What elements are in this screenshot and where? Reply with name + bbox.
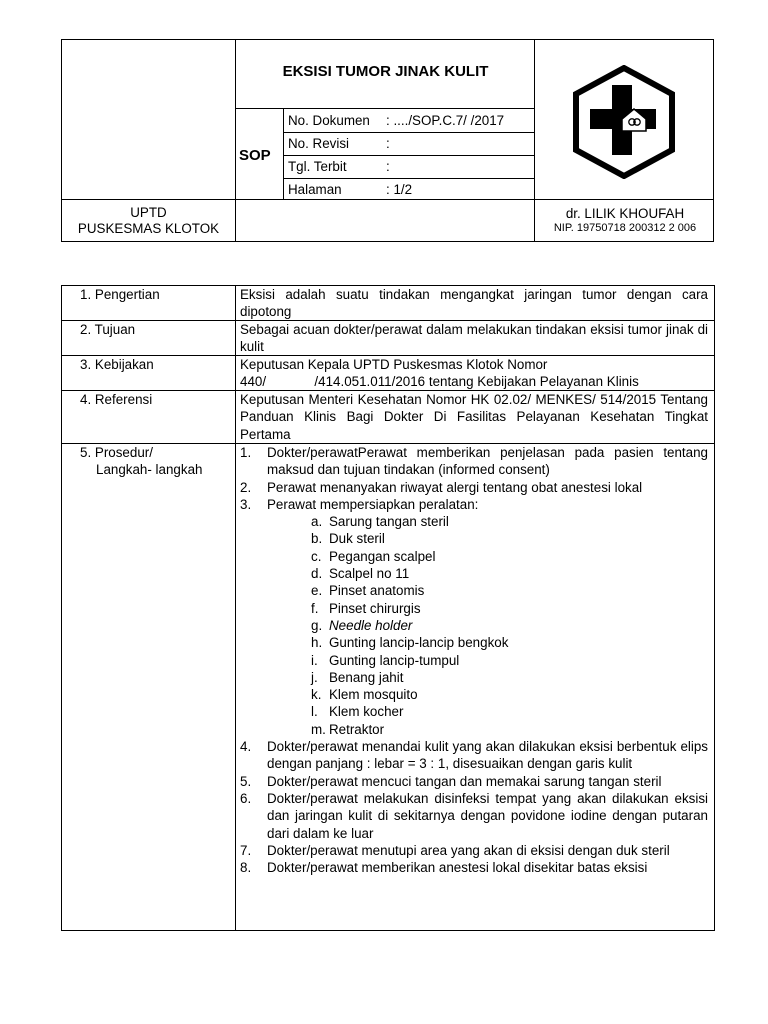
kebijakan-line2: 440/ /414.051.011/2016 tentang Kebijakan Pelayanan Klinis	[240, 374, 639, 390]
tool-list	[311, 513, 708, 738]
label-pengertian: 1. Pengertian	[80, 287, 160, 302]
meta-label-revisi: No. Revisi	[288, 136, 350, 151]
tool-item: l. Klem kocher	[311, 704, 404, 720]
step-item: 2. Perawat menanyakan riwayat alergi tentang obat anestesi lokal	[240, 479, 643, 495]
signer-nip: NIP. 19750718 200312 2 006	[553, 222, 697, 234]
label-referensi: 4. Referensi	[80, 392, 153, 407]
tool-item: b. Duk steril	[311, 531, 385, 547]
tool-item: h. Gunting lancip-lancip bengkok	[311, 635, 509, 651]
label-prosedur-line1: 5. Prosedur/	[80, 445, 153, 460]
prosedur-steps	[240, 444, 708, 876]
tool-item: d. Scalpel no 11	[311, 566, 410, 582]
label-prosedur-line2: Langkah- langkah	[96, 462, 203, 477]
meta-label-terbit: Tgl. Terbit	[288, 159, 347, 174]
label-prosedur	[80, 444, 202, 478]
kebijakan-line1: Keputusan Kepala UPTD Puskesmas Klotok Nomor	[240, 357, 548, 372]
step-item: 6. Dokter/perawat melakukan disinfeksi tempat yang akan dilakukan eksisi dan jaringan kulit di sekitarnya dengan povidone iodine dengan putaran dari dalam ke luar	[240, 790, 708, 841]
institution	[62, 205, 235, 237]
step-item: 8. Dokter/perawat memberikan anestesi lokal disekitar batas eksisi	[240, 860, 648, 876]
text-referensi: Keputusan Menteri Kesehatan Nomor HK 02.02/ MENKES/ 514/2015 Tentang Panduan Klinis Bagi Dokter Di Fasilitas Pelayanan Kesehatan Tingkat Pertama	[240, 392, 708, 442]
step-item: 1. Dokter/perawatPerawat memberikan penjelasan pada pasien tentang maksud dan tujuan tindakan (informed consent)	[240, 445, 708, 478]
signer	[535, 206, 715, 234]
tool-item: m. Retraktor	[311, 721, 385, 737]
tool-item: g. Needle holder	[311, 617, 413, 633]
tool-item: a. Sarung tangan steril	[311, 514, 449, 530]
puskesmas-logo-icon	[572, 65, 676, 179]
step-item: 4. Dokter/perawat menandai kulit yang akan dilakukan eksisi berbentuk elips dengan panjang : lebar = 3 : 1, disesuaikan dengan garis kulit	[240, 739, 708, 772]
text-kebijakan	[240, 356, 708, 391]
tool-item: k. Klem mosquito	[311, 687, 418, 703]
text-tujuan: Sebagai acuan dokter/perawat dalam melakukan tindakan eksisi tumor jinak di kulit	[240, 322, 708, 355]
tool-item: j. Benang jahit	[311, 669, 404, 685]
signer-name: dr. LILIK KHOUFAH	[565, 206, 685, 221]
step-item: 7. Dokter/perawat menutupi area yang akan di eksisi dengan duk steril	[240, 842, 670, 858]
tool-item: c. Pegangan scalpel	[311, 548, 436, 564]
tool-item: i. Gunting lancip-tumpul	[311, 652, 460, 668]
institution-line1: UPTD	[130, 205, 167, 220]
meta-label-dokumen: No. Dokumen	[288, 113, 370, 128]
tool-item: e. Pinset anatomis	[311, 583, 425, 599]
institution-line2: PUSKESMAS KLOTOK	[77, 221, 220, 236]
label-tujuan: 2. Tujuan	[80, 322, 136, 337]
sop-label: SOP	[239, 147, 271, 164]
meta-value-terbit: :	[386, 159, 390, 174]
text-pengertian: Eksisi adalah suatu tindakan mengangkat jaringan tumor dengan cara dipotong	[240, 287, 708, 320]
meta-label-halaman: Halaman	[288, 182, 342, 197]
meta-value-revisi: :	[386, 136, 390, 151]
meta-value-halaman: : 1/2	[386, 182, 413, 197]
step-item: 5. Dokter/perawat mencuci tangan dan memakai sarung tangan steril	[240, 773, 662, 789]
meta-value-dokumen: : ..../SOP.C.7/ /2017	[386, 113, 505, 128]
tool-item: f. Pinset chirurgis	[311, 600, 421, 616]
document-title: EKSISI TUMOR JINAK KULIT	[282, 63, 489, 80]
step-item: 3. Perawat mempersiapkan peralatan: a. Sarung tangan steril b. Duk steril c. Pegangan scalpel d. Scalpel no 11 e. Pinset anatomis f. Pinset chirurgis g. Needle holder h. Gunting lancip-lancip bengkok i. Gunting lancip-tumpul j. Benang jahit k. Klem mosquito l. Klem kocher m. Retraktor	[240, 496, 708, 738]
label-kebijakan: 3. Kebijakan	[80, 357, 154, 372]
